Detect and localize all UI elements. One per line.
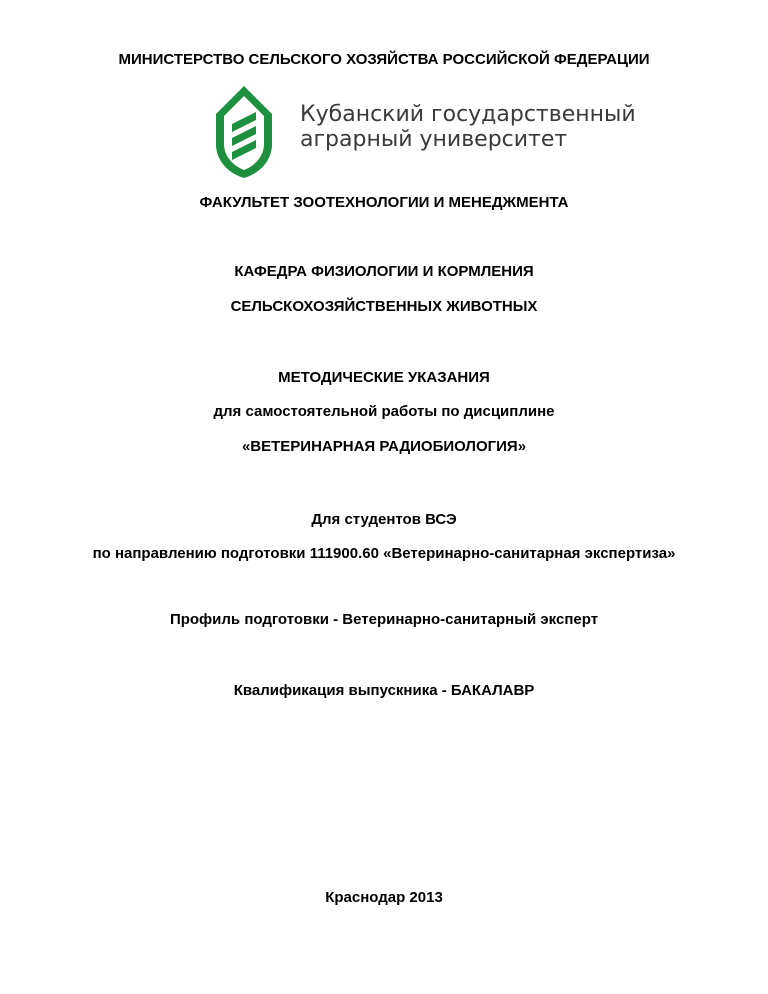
university-name-line2: аграрный университет (300, 127, 568, 152)
faculty-heading: ФАКУЛЬТЕТ ЗООТЕХНОЛОГИИ И МЕНЕДЖМЕНТА (199, 194, 569, 211)
university-logo (212, 84, 636, 180)
document-purpose: для самостоятельной работы по дисциплине (213, 403, 555, 420)
ministry-heading: МИНИСТЕРСТВО СЕЛЬСКОГО ХОЗЯЙСТВА РОССИЙСКОЙ ФЕДЕРАЦИИ (118, 51, 650, 68)
discipline-title: «ВЕТЕРИНАРНАЯ РАДИОБИОЛОГИЯ» (241, 438, 527, 455)
document-type: МЕТОДИЧЕСКИЕ УКАЗАНИЯ (278, 369, 490, 386)
department-line2: СЕЛЬСКОХОЗЯЙСТВЕННЫХ ЖИВОТНЫХ (230, 298, 538, 315)
direction-line: по направлению подготовки 111900.60 «Ветеринарно-санитарная экспертиза» (92, 545, 676, 562)
profile-line: Профиль подготовки - Ветеринарно-санитарный эксперт (169, 611, 599, 628)
city-year: Краснодар 2013 (325, 889, 443, 906)
qualification-line: Квалификация выпускника - БАКАЛАВР (233, 682, 535, 699)
students-line: Для студентов ВСЭ (311, 511, 457, 528)
university-name-line1: Кубанский государственный (300, 102, 636, 127)
kubsau-leaf-icon (212, 84, 276, 180)
department-line1: КАФЕДРА ФИЗИОЛОГИИ И КОРМЛЕНИЯ (234, 263, 534, 280)
